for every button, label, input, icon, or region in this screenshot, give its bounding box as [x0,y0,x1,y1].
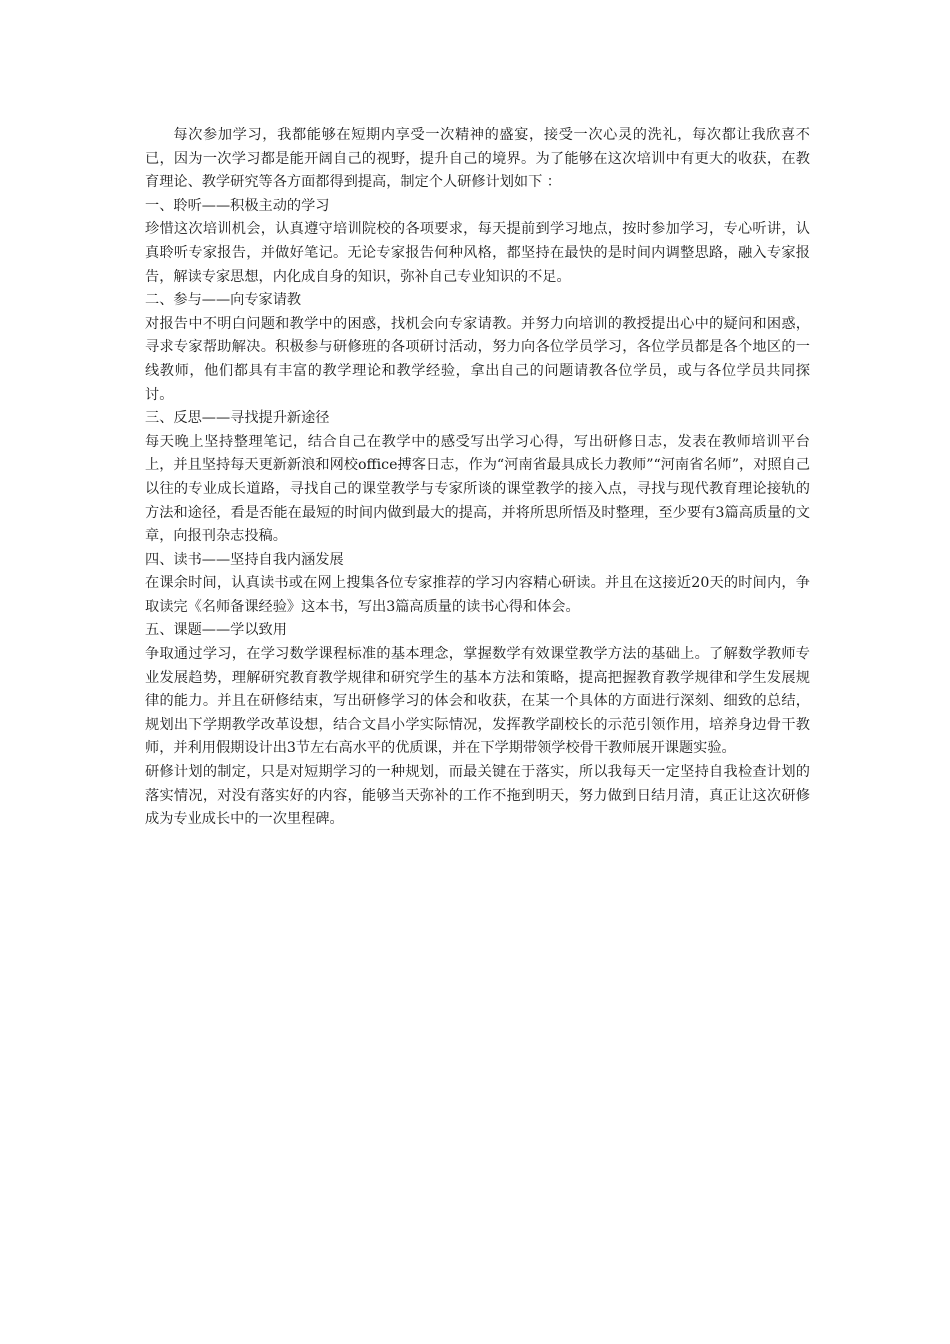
section-body-listen: 珍惜这次培训机会，认真遵守培训院校的各项要求，每天提前到学习地点，按时参加学习，专心听讲，认真聆听专家报告，并做好笔记。无论专家报告何种风格，都坚持在最快的是时间内调整思路，融入专家报告，解读专家思想，内化成自身的知识，弥补自己专业知识的不足。 [145,221,810,285]
intro-paragraph: 每次参加学习，我都能够在短期内享受一次精神的盛宴，接受一次心灵的洗礼，每次都让我欣喜不已，因为一次学习都是能开阔自己的视野，提升自己的境界。为了能够在这次培训中有更大的收获，在教育理论、教学研究等各方面都得到提高，制定个人研修计划如下 ： [145,127,810,191]
section-heading-listen: 一、聆听——积极主动的学习 [145,197,330,214]
section-heading-reflect: 三、反思——寻找提升新途径 [145,410,330,427]
document-body [145,124,810,832]
section-body-participate: 对报告中不明白问题和教学中的困惑，找机会向专家请教。并努力向培训的教授提出心中的疑问和困惑，寻求专家帮助解决。积极参与研修班的各项研讨活动，努力向各位学员学习，各位学员都是各个地区的一线教师，他们都具有丰富的教学理论和教学经验，拿出自己的问题请教各位学员，或与各位学员共同探讨。 [145,315,810,403]
section-heading-reading: 四、读书——坚持自我内涵发展 [145,551,344,568]
conclusion-paragraph: 研修计划的制定，只是对短期学习的一种规划，而最关键在于落实，所以我每天一定坚持自我检查计划的落实情况，对没有落实好的内容，能够当天弥补的工作不拖到明天，努力做到日结月清，真正让这次研修成为专业成长中的一次里程碑。 [145,764,810,828]
section-heading-project: 五、课题——学以致用 [145,622,287,639]
section-heading-participate: 二、参与——向专家请教 [145,292,302,309]
section-body-project: 争取通过学习，在学习数学课程标准的基本理念，掌握数学有效课堂教学方法的基础上。了解数学教师专业发展趋势，理解研究教育教学规律和研究学生的基本方法和策略，提高把握教育教学规律和学生发展规律的能力。并且在研修结束，写出研修学习的体会和收获，在某一个具体的方面进行深刻、细致的总结，规划出下学期教学改革设想，结合文昌小学实际情况，发挥教学副校长的示范引领作用，培养身边骨干教师，并利用假期设计出3节左右高水平的优质课，并在下学期带领学校骨干教师展开课题实验。 [145,646,810,757]
section-body-reading: 在课余时间，认真读书或在网上搜集各位专家推荐的学习内容精心研读。并且在这接近20天的时间内，争取读完《名师备课经验》这本书，写出3篇高质量的读书心得和体会。 [145,575,810,615]
section-body-reflect: 每天晚上坚持整理笔记，结合自己在教学中的感受写出学习心得，写出研修日志，发表在教师培训平台上，并且坚持每天更新新浪和网校office搏客日志，作为“河南省最具成长力教师”“河南省名师”，对照自己以往的专业成长道路，寻找自己的课堂教学与专家所谈的课堂教学的接入点，寻找与现代教育理论接轨的方法和途径，看是否能在最短的时间内做到最大的提高，并将所思所悟及时整理，至少要有3篇高质量的文章，向报刊杂志投稿。 [145,433,810,545]
